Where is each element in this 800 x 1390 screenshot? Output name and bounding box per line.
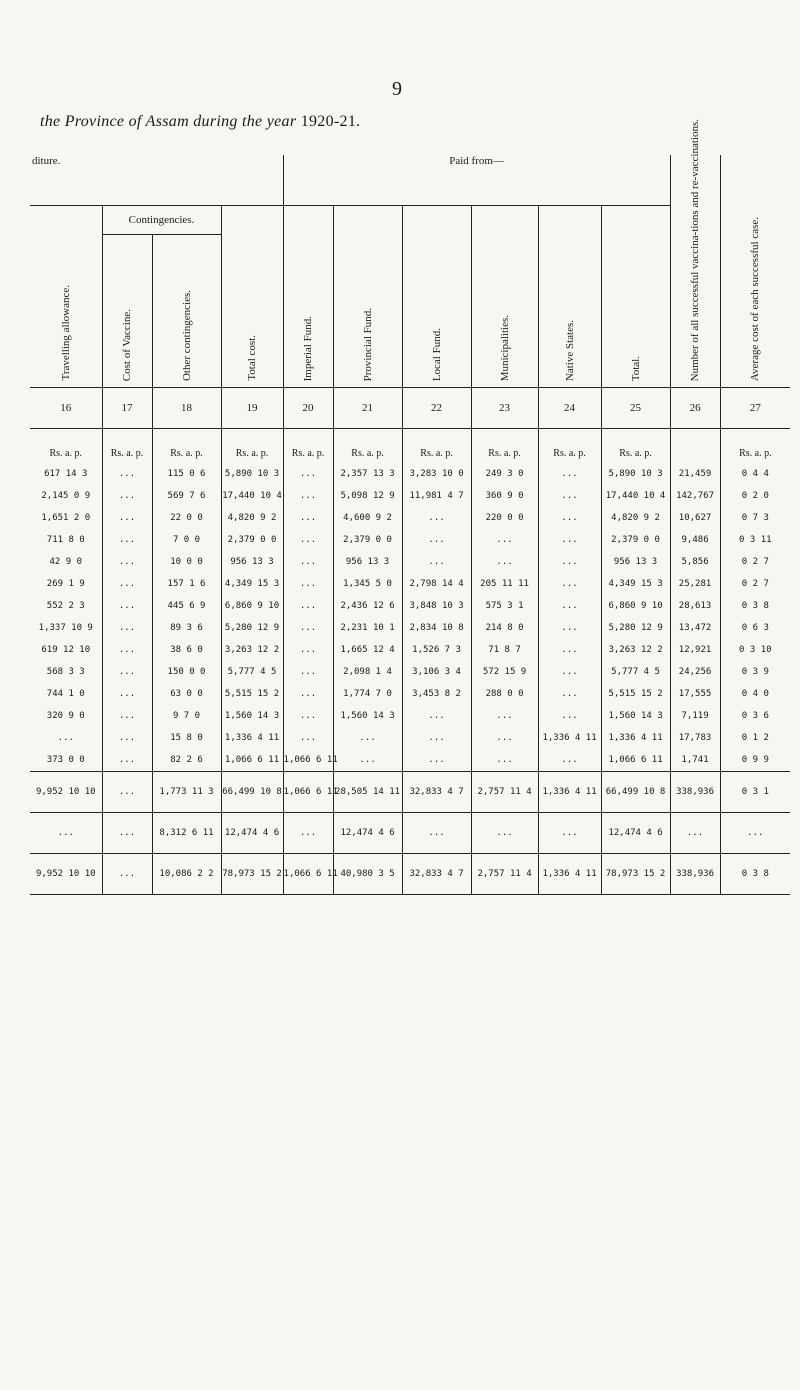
grand-total-row-cell: 1,336 4 11	[538, 854, 601, 895]
additional-expenditure-row	[30, 813, 790, 854]
table-row-cell: 1,665 12 4	[333, 639, 402, 661]
table-row-cell: 42 9 0	[49, 557, 82, 567]
table-row-cell: 142,767	[670, 485, 720, 507]
table-row-cell: ...	[102, 705, 152, 727]
table-row-cell: 21,459	[670, 463, 720, 485]
table-row-cell: 2,379 0 0	[221, 529, 283, 551]
table-row	[30, 683, 790, 705]
table-row-cell: 5,890 10 3	[221, 463, 283, 485]
subtotal-row-cell: 66,499 10 8	[601, 772, 670, 813]
table-row-cell: 2,357 13 3	[333, 463, 402, 485]
table-row-cell: 568 3 3	[46, 667, 85, 677]
page-number: 9	[392, 78, 402, 100]
column-number-row-cell: 20	[283, 388, 333, 429]
header-other-contingencies: Other contingencies.	[152, 235, 221, 388]
table-row-cell: ...	[538, 617, 601, 639]
table-row-cell: ...	[471, 551, 538, 573]
table-row-cell: 269 1 9	[46, 579, 85, 589]
units-row-cell: Rs. a. p.	[720, 443, 790, 463]
table-row-cell: 13,472	[670, 617, 720, 639]
header-cost-of-vaccine: Cost of Vaccine.	[102, 235, 152, 388]
table-row-cell: ...	[283, 595, 333, 617]
table-row-cell: 3,106 3 4	[402, 661, 471, 683]
table-row-cell: ...	[102, 463, 152, 485]
table-row-cell: 2,379 0 0	[333, 529, 402, 551]
table-row-cell: 0 3 8	[720, 595, 790, 617]
table-row-cell: 956 13 3	[601, 551, 670, 573]
table-row-cell: 0 2 0	[720, 485, 790, 507]
column-number-row-cell: 23	[471, 388, 538, 429]
table-row	[30, 529, 790, 551]
table-row-cell: 17,783	[670, 727, 720, 749]
table-row-cell: 4,349 15 3	[601, 573, 670, 595]
units-row	[30, 443, 790, 463]
table-row-cell: 0 2 7	[720, 573, 790, 595]
spacer-row-cell	[333, 429, 402, 444]
table-row-cell: ...	[102, 639, 152, 661]
spacer-row	[30, 429, 790, 444]
table-row-cell: 0 7 3	[720, 507, 790, 529]
table-row-cell: 7,119	[670, 705, 720, 727]
subtotal-row-cell: ...	[102, 772, 152, 813]
table-row-cell: ...	[283, 617, 333, 639]
table-row-cell: 575 3 1	[471, 595, 538, 617]
table-row-cell: 10,627	[670, 507, 720, 529]
units-row-cell: Rs. a. p.	[333, 443, 402, 463]
table-row-cell: ...	[102, 529, 152, 551]
table-row-cell: 5,777 4 5	[221, 661, 283, 683]
column-number-row	[30, 388, 790, 429]
table-row-cell: ...	[283, 463, 333, 485]
grand-total-row	[30, 854, 790, 895]
column-number-row-cell: 24	[538, 388, 601, 429]
table-row-cell: 157 1 6	[152, 573, 221, 595]
table-row-cell: ...	[538, 551, 601, 573]
table-row-cell: ...	[102, 551, 152, 573]
subtotal-row-cell: 1,773 11 3	[152, 772, 221, 813]
table-row-cell: ...	[102, 727, 152, 749]
table-row-cell: 24,256	[670, 661, 720, 683]
header-municipalities: Municipalities.	[471, 206, 538, 388]
page-title	[40, 113, 360, 131]
column-number-row-cell: 22	[402, 388, 471, 429]
table-row-cell: 6,860 9 10	[221, 595, 283, 617]
table-row-cell: 0 3 11	[720, 529, 790, 551]
table-row-cell: 1,336 4 11	[538, 727, 601, 749]
table-row-cell: 15 8 0	[152, 727, 221, 749]
table-row-cell: 3,283 10 0	[402, 463, 471, 485]
table-row-cell: 711 8 0	[46, 535, 85, 545]
additional-expenditure-row-cell: 8,312 6 11	[152, 813, 221, 854]
table-row-cell: ...	[102, 595, 152, 617]
table-row-cell: 1,560 14 3	[333, 705, 402, 727]
table-row-cell: 619 12 10	[41, 645, 91, 655]
table-row-cell: 2,834 10 8	[402, 617, 471, 639]
units-row-cell: Rs. a. p.	[402, 443, 471, 463]
subtotal-row-cell: 2,757 11 4	[471, 772, 538, 813]
table-row-cell: 1,774 7 0	[333, 683, 402, 705]
table-row-cell: 1,741	[670, 749, 720, 772]
table-row-cell: 572 15 9	[471, 661, 538, 683]
table-row-cell: ...	[471, 749, 538, 772]
table-row-cell: 320 9 0	[46, 711, 85, 721]
table-row-cell: 63 0 0	[152, 683, 221, 705]
table-row-cell: ...	[283, 573, 333, 595]
table-row-cell: ...	[283, 639, 333, 661]
table-row-cell: 3,263 12 2	[601, 639, 670, 661]
column-number-row-cell: 25	[601, 388, 670, 429]
header-provincial-fund: Provincial Fund.	[333, 206, 402, 388]
header-successful-vaccinations: Number of all successful vaccina-tions and re-vaccinations.	[670, 155, 720, 388]
table-row	[30, 573, 790, 595]
table-row-cell: 4,349 15 3	[221, 573, 283, 595]
table-row-cell: ...	[283, 551, 333, 573]
table-row-cell: ...	[402, 529, 471, 551]
table-row-cell: 0 3 10	[720, 639, 790, 661]
table-row-cell: 373 0 0	[46, 755, 85, 765]
table-row	[30, 595, 790, 617]
table-row-cell: 1,560 14 3	[601, 705, 670, 727]
column-number-row-cell: 21	[333, 388, 402, 429]
units-row-cell: Rs. a. p.	[221, 443, 283, 463]
table-row-cell: 2,231 10 1	[333, 617, 402, 639]
table-row-cell: ...	[538, 463, 601, 485]
table-row-cell: 71 8 7	[471, 639, 538, 661]
table-row-cell: 249 3 0	[471, 463, 538, 485]
spacer-row-cell	[283, 429, 333, 444]
table-row	[30, 463, 790, 485]
subtotal-row-cell: 66,499 10 8	[221, 772, 283, 813]
units-row-cell: Rs. a. p.	[538, 443, 601, 463]
table-row-cell: ...	[538, 683, 601, 705]
header-native-states: Native States.	[538, 206, 601, 388]
units-row-cell: Rs. a. p.	[601, 443, 670, 463]
units-row-cell: Rs. a. p.	[283, 443, 333, 463]
table-row-cell: ...	[471, 705, 538, 727]
additional-expenditure-row-cell: 12,474 4 6	[221, 813, 283, 854]
table-row-cell: 445 6 9	[152, 595, 221, 617]
additional-expenditure-row-cell: 12,474 4 6	[333, 813, 402, 854]
grand-total-row-cell: 9,952 10 10	[30, 854, 102, 895]
table-row	[30, 749, 790, 772]
spacer-row-cell	[30, 429, 102, 444]
units-row-cell: Rs. a. p.	[102, 443, 152, 463]
table-row-cell: 0 6 3	[720, 617, 790, 639]
table-row-cell: 1,337 10 9	[38, 623, 93, 633]
spacer-row-cell	[152, 429, 221, 444]
grand-total-row-cell: ...	[102, 854, 152, 895]
table-row-cell: 360 9 0	[471, 485, 538, 507]
table-row-cell: 5,280 12 9	[221, 617, 283, 639]
table-row-cell: 0 3 6	[720, 705, 790, 727]
header-average-cost: Average cost of each successful case.	[720, 155, 790, 388]
table-row-cell: 6,860 9 10	[601, 595, 670, 617]
grand-total-row-cell: 0 3 8	[720, 854, 790, 895]
table-row-cell: ...	[538, 661, 601, 683]
table-row-cell: 9 7 0	[152, 705, 221, 727]
table-row-cell: 10 0 0	[152, 551, 221, 573]
table-row-cell: 1,066 6 11	[283, 749, 333, 772]
table-row-cell: ...	[538, 705, 601, 727]
table-row-cell: 1,066 6 11	[601, 749, 670, 772]
table-row-cell: 3,263 12 2	[221, 639, 283, 661]
table-row-cell: 5,890 10 3	[601, 463, 670, 485]
table-row-cell: ...	[538, 749, 601, 772]
table-row-cell: 1,345 5 0	[333, 573, 402, 595]
grand-total-row-cell: 2,757 11 4	[471, 854, 538, 895]
table-row-cell: ...	[333, 727, 402, 749]
page-title-year: 1920-21.	[300, 113, 361, 130]
contingencies-group-header: Contingencies.	[102, 206, 221, 235]
spacer-row-cell	[720, 429, 790, 444]
units-row-cell	[670, 443, 720, 463]
grand-total-row-cell: 78,973 15 2	[601, 854, 670, 895]
table-row-cell: 5,777 4 5	[601, 661, 670, 683]
additional-expenditure-row-cell: ...	[538, 813, 601, 854]
additional-expenditure-row-cell: ...	[670, 813, 720, 854]
table-row-cell: ...	[538, 573, 601, 595]
subtotal-row-cell: 32,833 4 7	[402, 772, 471, 813]
table-row-cell: ...	[538, 507, 601, 529]
table-row-cell: 5,856	[670, 551, 720, 573]
units-row-cell: Rs. a. p.	[152, 443, 221, 463]
additional-expenditure-row-cell: 12,474 4 6	[601, 813, 670, 854]
subtotal-row-cell: 9,952 10 10	[30, 772, 102, 813]
table-row-cell: 214 8 0	[471, 617, 538, 639]
table-row-cell: ...	[283, 661, 333, 683]
table-row-cell: 956 13 3	[333, 551, 402, 573]
table-row-cell: 288 0 0	[471, 683, 538, 705]
table-row	[30, 617, 790, 639]
table-row-cell: 7 0 0	[152, 529, 221, 551]
header-imperial-fund: Imperial Fund.	[283, 206, 333, 388]
table-row-cell: ...	[538, 639, 601, 661]
additional-expenditure-row-cell: ...	[471, 813, 538, 854]
table-row-cell: ...	[102, 507, 152, 529]
header-travelling-allowance: Travelling allowance.	[30, 206, 102, 388]
table-row-cell: 89 3 6	[152, 617, 221, 639]
subtotal-row-cell: 338,936	[670, 772, 720, 813]
units-row-cell: Rs. a. p.	[49, 447, 82, 459]
table-row-cell: 569 7 6	[152, 485, 221, 507]
table-row	[30, 639, 790, 661]
subtotal-row-cell: 1,066 6 11	[283, 772, 333, 813]
table-row	[30, 551, 790, 573]
table-row-cell: 0 2 7	[720, 551, 790, 573]
table-row-cell: 205 11 11	[471, 573, 538, 595]
table-row	[30, 705, 790, 727]
table-row	[30, 485, 790, 507]
table-row-cell: 1,560 14 3	[221, 705, 283, 727]
table-row-cell: ...	[471, 727, 538, 749]
table-row-cell: 150 0 0	[152, 661, 221, 683]
table-row-cell: 2,798 14 4	[402, 573, 471, 595]
column-number-row-cell: 18	[152, 388, 221, 429]
table-row-cell: 4,820 9 2	[221, 507, 283, 529]
table-row-cell: ...	[102, 749, 152, 772]
additional-expenditure-row-cell: ...	[720, 813, 790, 854]
table-row-cell: 0 4 4	[720, 463, 790, 485]
table-row-cell: 2,098 1 4	[333, 661, 402, 683]
additional-expenditure-row-cell: ...	[102, 813, 152, 854]
spacer-row-cell	[471, 429, 538, 444]
table-row-cell: 115 0 6	[152, 463, 221, 485]
table-row-cell: 4,600 9 2	[333, 507, 402, 529]
column-number-row-cell: 26	[670, 388, 720, 429]
table-row-cell: 2,436 12 6	[333, 595, 402, 617]
table-row-cell: 1,336 4 11	[601, 727, 670, 749]
table-row-cell: ...	[102, 661, 152, 683]
table-row-cell: ...	[402, 507, 471, 529]
column-number-row-cell: 27	[720, 388, 790, 429]
grand-total-row-cell: 10,086 2 2	[152, 854, 221, 895]
table-row-cell: 38 6 0	[152, 639, 221, 661]
additional-expenditure-row-cell: ...	[402, 813, 471, 854]
table-row-cell: 956 13 3	[221, 551, 283, 573]
table-row-cell: ...	[402, 705, 471, 727]
table-row-cell: ...	[402, 749, 471, 772]
table-row-cell: 617 14 3	[44, 469, 88, 479]
table-row-cell: 17,440 10 4	[601, 485, 670, 507]
subtotal-row	[30, 772, 790, 813]
table-row-cell: 0 1 2	[720, 727, 790, 749]
table-row-cell: 22 0 0	[152, 507, 221, 529]
table-row-cell: ...	[538, 529, 601, 551]
table-row-cell: ...	[283, 485, 333, 507]
table-row-cell: ...	[402, 727, 471, 749]
table-row	[30, 661, 790, 683]
table-row-cell: 220 0 0	[471, 507, 538, 529]
spacer-row-cell	[601, 429, 670, 444]
table-row-cell: 5,098 12 9	[333, 485, 402, 507]
table-row-cell: ...	[402, 551, 471, 573]
spacer-row-cell	[402, 429, 471, 444]
subtotal-row-cell: 0 3 1	[720, 772, 790, 813]
column-number-row-cell: 19	[221, 388, 283, 429]
table-row-cell: 0 3 9	[720, 661, 790, 683]
additional-expenditure-row-cell: ...	[30, 813, 102, 854]
table-body	[30, 388, 790, 895]
spacer-row-cell	[221, 429, 283, 444]
table-row-cell: 1,066 6 11	[221, 749, 283, 772]
expenditure-group-header: diture.	[30, 155, 283, 206]
table-row-cell: ...	[538, 595, 601, 617]
spacer-row-cell	[102, 429, 152, 444]
subtotal-row-cell: 28,505 14 11	[333, 772, 402, 813]
table-row-cell: ...	[283, 727, 333, 749]
table-row-cell: ...	[283, 705, 333, 727]
table-row-cell: 2,379 0 0	[601, 529, 670, 551]
table-row-cell: ...	[102, 485, 152, 507]
header-total-cost: Total cost.	[221, 206, 283, 388]
page-title-text: the Province of Assam during the year	[40, 113, 297, 130]
spacer-row-cell	[670, 429, 720, 444]
table-row-cell: 1,526 7 3	[402, 639, 471, 661]
table-row-cell: ...	[102, 617, 152, 639]
table-row-cell: 552 2 3	[46, 601, 85, 611]
table-row-cell: 5,280 12 9	[601, 617, 670, 639]
grand-total-row-cell: 40,980 3 5	[333, 854, 402, 895]
subtotal-row-cell: 1,336 4 11	[538, 772, 601, 813]
additional-expenditure-row-cell: ...	[283, 813, 333, 854]
column-number-row-cell: 17	[102, 388, 152, 429]
table-row-cell: 4,820 9 2	[601, 507, 670, 529]
table-row-cell: ...	[538, 485, 601, 507]
table-row-cell: 17,555	[670, 683, 720, 705]
table-row-cell: ...	[102, 683, 152, 705]
table-row-cell: 3,848 10 3	[402, 595, 471, 617]
table-row	[30, 727, 790, 749]
units-row-cell: Rs. a. p.	[471, 443, 538, 463]
table-row-cell: 11,981 4 7	[402, 485, 471, 507]
table-row-cell: ...	[283, 529, 333, 551]
table-row-cell: 17,440 10 4	[221, 485, 283, 507]
table-row-cell: 9,486	[670, 529, 720, 551]
table-row-cell: ...	[57, 733, 74, 743]
grand-total-row-cell: 78,973 15 2	[221, 854, 283, 895]
table-row	[30, 507, 790, 529]
table-row-cell: 0 4 0	[720, 683, 790, 705]
table-row-cell: 3,453 8 2	[402, 683, 471, 705]
table-row-cell: 5,515 15 2	[601, 683, 670, 705]
table-row-cell: 1,651 2 0	[41, 513, 91, 523]
table-row-cell: 82 2 6	[152, 749, 221, 772]
table-row-cell: 1,336 4 11	[221, 727, 283, 749]
table-row-cell: 28,613	[670, 595, 720, 617]
table-row-cell: ...	[333, 749, 402, 772]
grand-total-row-cell: 338,936	[670, 854, 720, 895]
table-row-cell: 2,145 0 9	[41, 491, 91, 501]
table-row-cell: 5,515 15 2	[221, 683, 283, 705]
table-row-cell: ...	[283, 683, 333, 705]
spacer-row-cell	[538, 429, 601, 444]
paid-from-group-header: Paid from—	[283, 155, 670, 206]
table-row-cell: ...	[471, 529, 538, 551]
table-row-cell: 25,281	[670, 573, 720, 595]
table-row-cell: ...	[102, 573, 152, 595]
table-row-cell: 12,921	[670, 639, 720, 661]
grand-total-row-cell: 1,066 6 11	[283, 854, 333, 895]
grand-total-row-cell: 32,833 4 7	[402, 854, 471, 895]
header-total: Total.	[601, 206, 670, 388]
header-local-fund: Local Fund.	[402, 206, 471, 388]
table-row-cell: 0 9 9	[720, 749, 790, 772]
table-row-cell: 744 1 0	[46, 689, 85, 699]
column-number-row-cell: 16	[30, 388, 102, 429]
table-row-cell: ...	[283, 507, 333, 529]
